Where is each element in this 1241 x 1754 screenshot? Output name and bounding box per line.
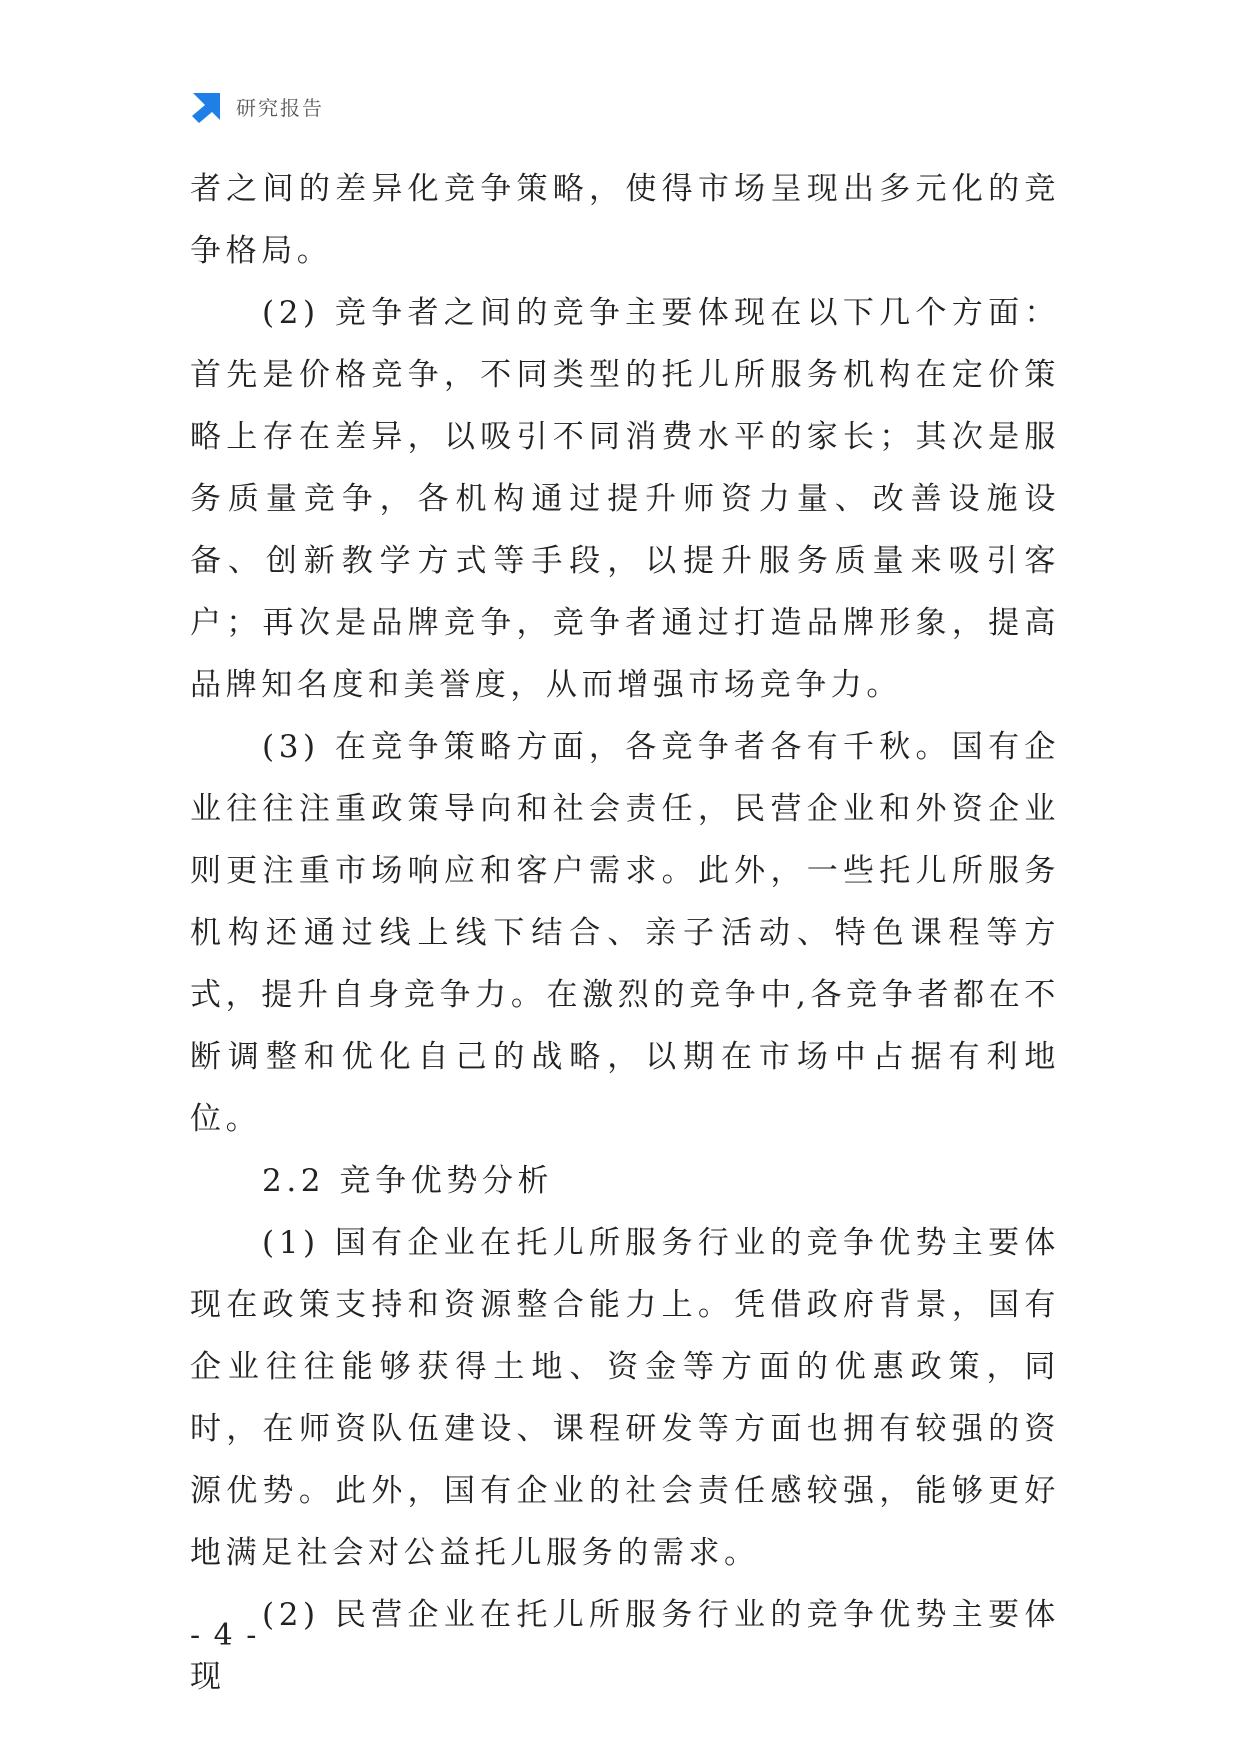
document-body [190,158,1060,1708]
report-label: 研究报告 [236,95,324,120]
section-heading: 2.2 竞争优势分析 [262,1163,554,1199]
paragraph-state-owned-advantage: (1) 国有企业在托儿所服务行业的竞争优势主要体现在政策支持和资源整合能力上。凭借政府背景，国有企业往往能够获得土地、资金等方面的优惠政策，同时，在师资队伍建设、课程研发等方面也拥有较强的资源优势。此外，国有企业的社会责任感较强，能够更好地满足社会对公益托儿服务的需求。 [190,1225,1060,1571]
paragraph-continuation: 者之间的差异化竞争策略，使得市场呈现出多元化的竞争格局。 [190,171,1060,269]
paragraph-competition-strategy: (3) 在竞争策略方面，各竞争者各有千秋。国有企业往往注重政策导向和社会责任，民营企业和外资企业则更注重市场响应和客户需求。此外，一些托儿所服务机构还通过线上线下结合、亲子活动、特色课程等方式，提升自身竞争力。在激烈的竞争中,各竞争者都在不断调整和优化自己的战略，以期在市场中占据有利地位。 [190,729,1060,1137]
paragraph-private-advantage: (2) 民营企业在托儿所服务行业的竞争优势主要体现 [190,1597,1060,1695]
page-number: - 4 - [190,1618,259,1653]
arrow-logo-icon [190,89,224,123]
page-header [190,88,324,124]
paragraph-competition-aspects: (2) 竞争者之间的竞争主要体现在以下几个方面：首先是价格竞争，不同类型的托儿所服务机构在定价策略上存在差异，以吸引不同消费水平的家长；其次是服务质量竞争，各机构通过提升师资力量、改善设施设备、创新教学方式等手段，以提升服务质量来吸引客户；再次是品牌竞争，竞争者通过打造品牌形象，提高品牌知名度和美誉度，从而增强市场竞争力。 [190,295,1060,703]
